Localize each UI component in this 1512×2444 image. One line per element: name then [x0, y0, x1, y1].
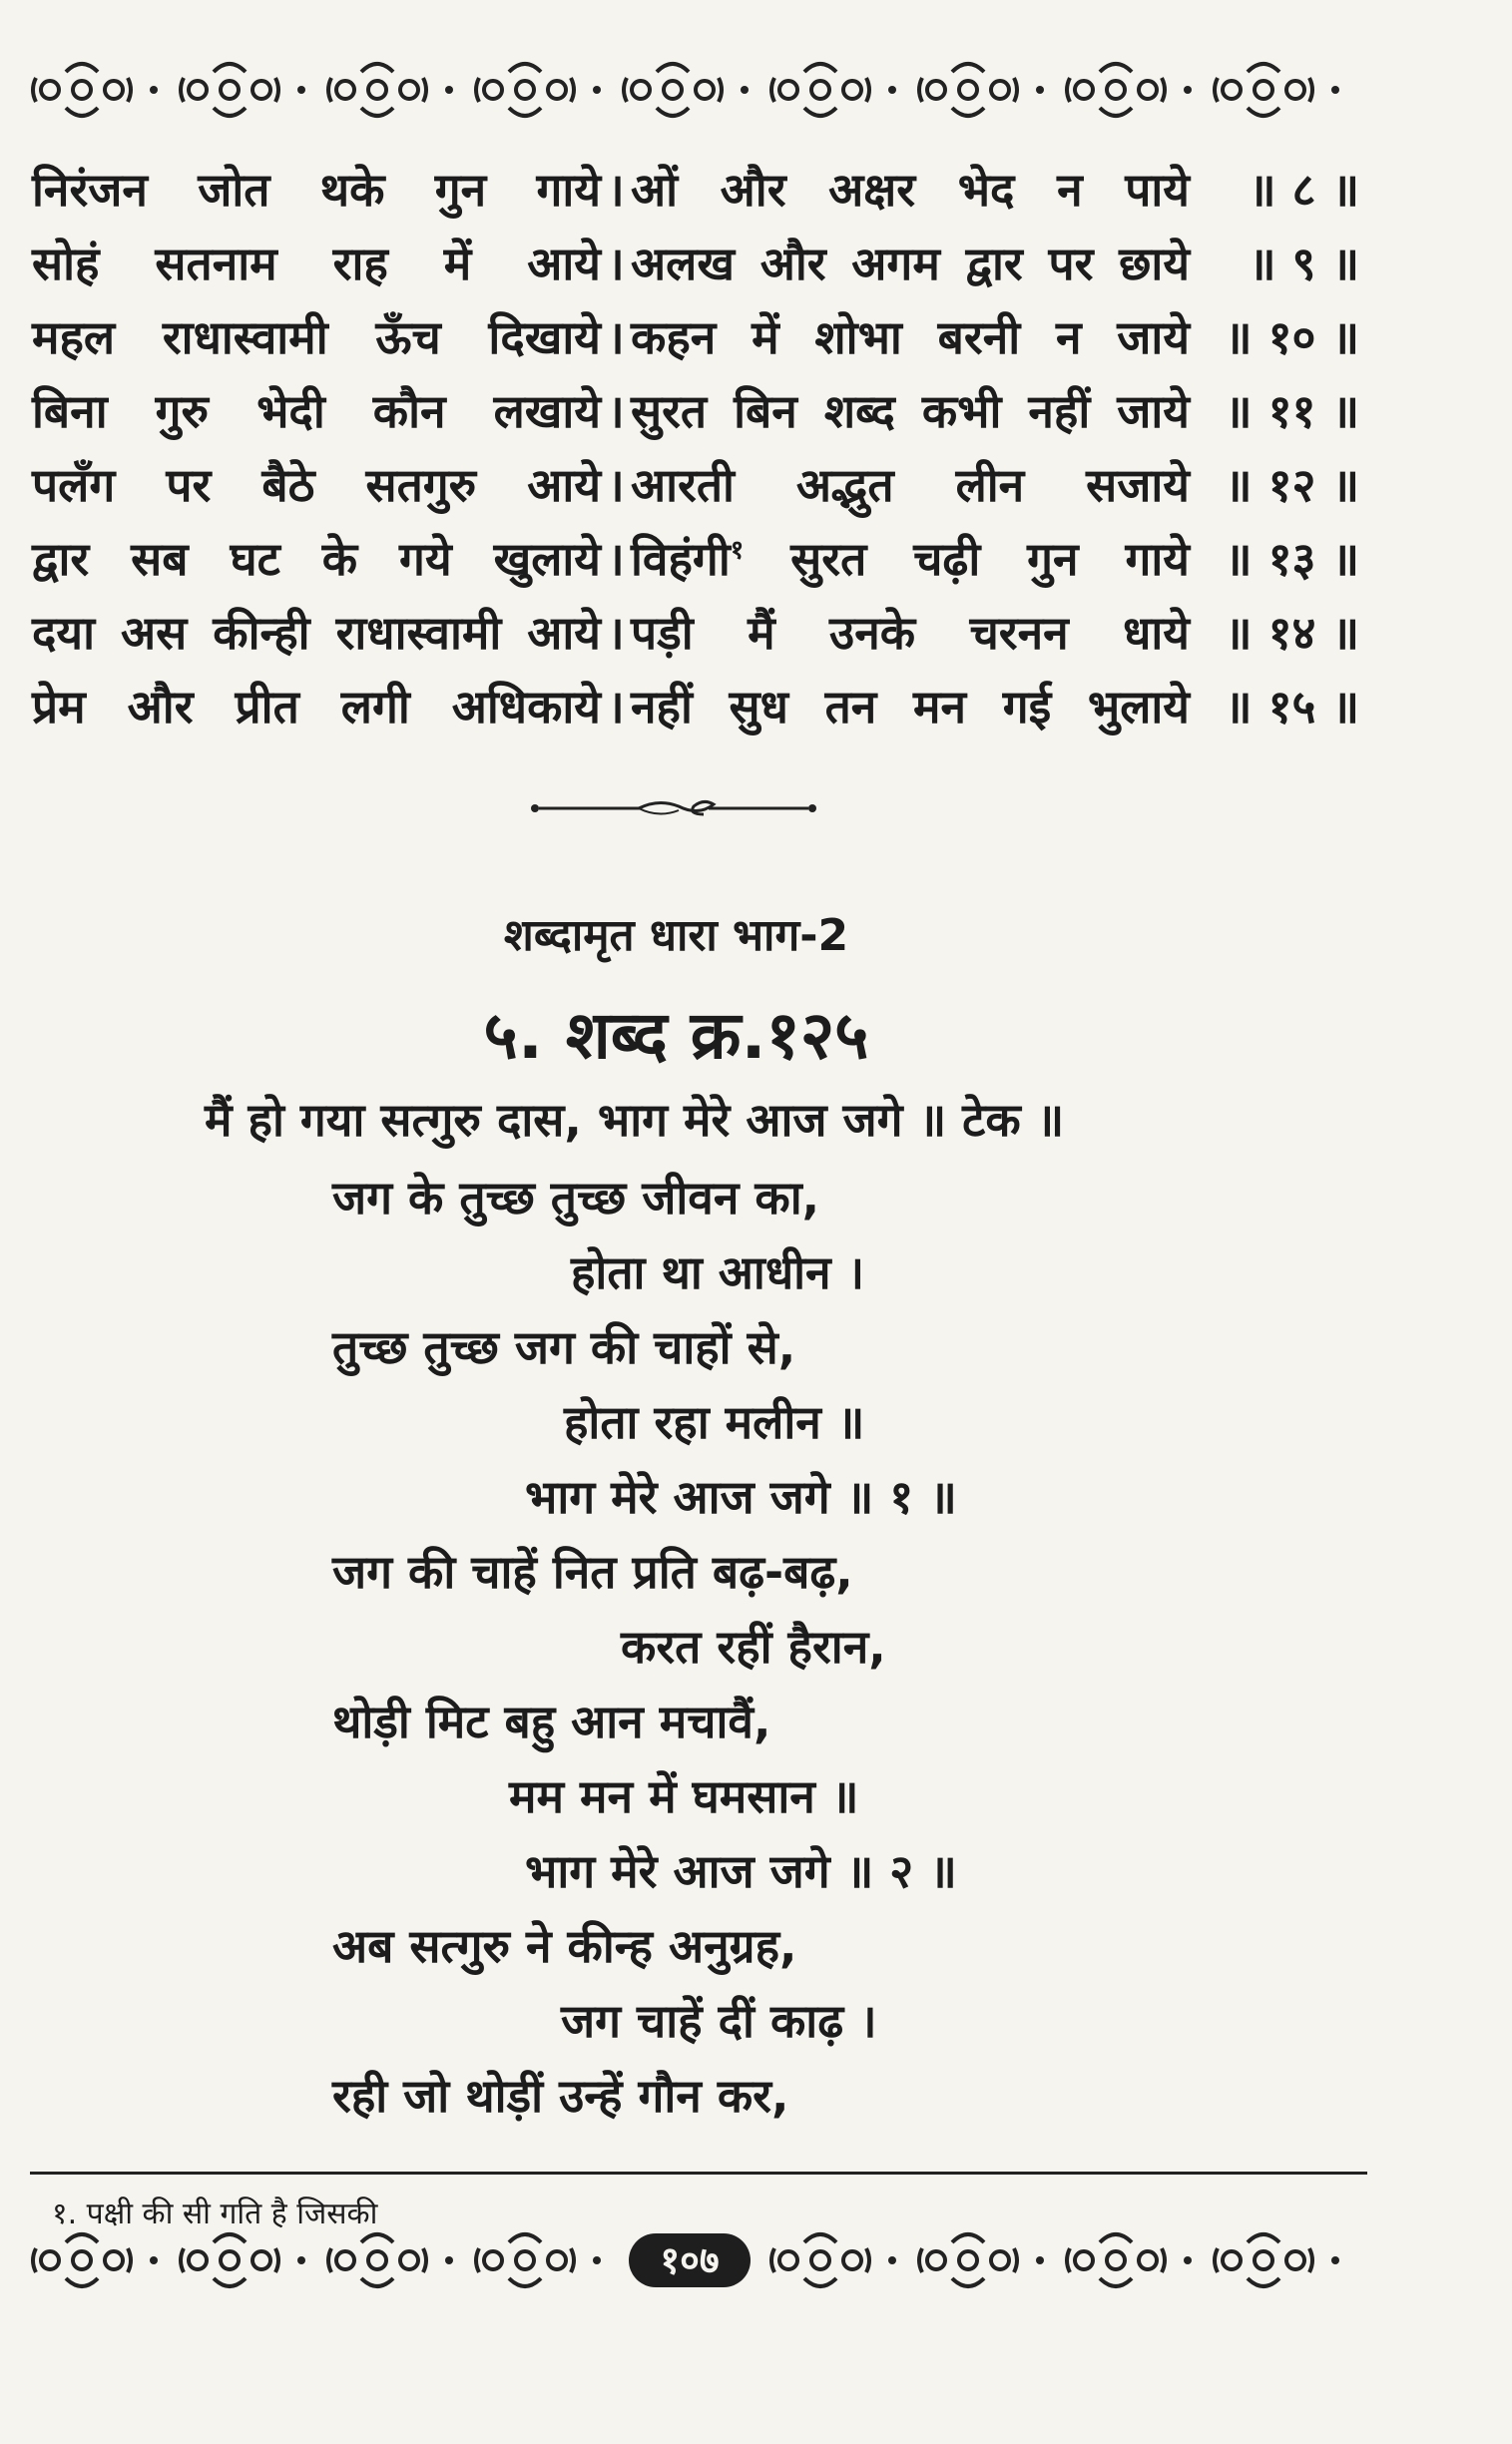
verse-line: अब सत्गुरु ने कीन्ह अनुग्रह,	[332, 1919, 797, 1973]
page-number: १०७	[629, 2233, 751, 2287]
verse-line: रही जो थोड़ीं उन्हें गौन कर,	[332, 2069, 789, 2123]
verse-right: कहन में शोभा बरनी न जाये	[631, 310, 1190, 364]
verse-line: थोड़ी मिट बहु आन मचावैं,	[332, 1695, 771, 1748]
verse-line: करत रहीं हैरान,	[621, 1620, 886, 1674]
tek-line: मैं हो गया सत्गुरु दास, भाग मेरे आज जगे ॥ टेक ॥	[205, 1093, 1065, 1147]
verse-left: बिना गुरु भेदी कौन लखाये	[32, 384, 601, 438]
verse-left: निरंजन जोत थके गुन गाये	[32, 163, 601, 217]
verse-number: ॥ ८ ॥	[1248, 163, 1359, 217]
verse-row	[32, 601, 1359, 675]
verse-table	[32, 158, 1359, 748]
danda: ।	[607, 384, 625, 438]
verse-right: अलख और अगम द्वार पर छाये	[631, 237, 1190, 290]
footnote-marker[interactable]: १	[730, 535, 745, 566]
verse-row	[32, 453, 1359, 527]
verse-line: मम मन में घमसान ॥	[509, 1769, 859, 1823]
footnote-rule	[30, 2172, 1367, 2175]
verse-refrain: भाग मेरे आज जगे ॥ १ ॥	[525, 1470, 957, 1524]
verse-right-rest: सुरत चढ़ी गुन गाये	[744, 532, 1190, 586]
verse-number: ॥ १२ ॥	[1225, 458, 1359, 512]
verse-row	[32, 379, 1359, 453]
verse-number: ॥ १० ॥	[1225, 310, 1359, 364]
verse-number: ॥ १३ ॥	[1225, 532, 1359, 586]
verse-left: दया अस कीन्ही राधास्वामी आये	[32, 606, 601, 660]
verse-number: ॥ ९ ॥	[1248, 237, 1359, 290]
verse-line: जग की चाहें नित प्रति बढ़-बढ़,	[332, 1545, 853, 1599]
danda: ।	[607, 680, 625, 733]
verse-line: होता रहा मलीन ॥	[564, 1395, 865, 1449]
verse-right: ओं और अक्षर भेद न पाये	[631, 163, 1190, 217]
verse-row	[32, 675, 1359, 748]
verse-number: ॥ १४ ॥	[1225, 606, 1359, 660]
verse-line: तुच्छ तुच्छ जग की चाहों से,	[332, 1320, 796, 1374]
verse-right	[631, 527, 1190, 589]
ornament-pattern-icon	[30, 50, 1367, 130]
verse-right: सुरत बिन शब्द कभी नहीं जाये	[631, 384, 1190, 438]
verse-left: महल राधास्वामी ऊँच दिखाये	[32, 310, 601, 364]
danda: ।	[607, 458, 625, 512]
danda: ।	[607, 163, 625, 217]
verse-left: सोहं सतनाम राह में आये	[32, 237, 601, 290]
verse-number: ॥ १५ ॥	[1225, 680, 1359, 733]
verse-line: जग चाहें दीं काढ़ ।	[561, 1994, 877, 2048]
verse-right: नहीं सुध तन मन गई भुलाये	[631, 680, 1190, 733]
shabd-title: ५. शब्द क्र.१२५	[483, 997, 869, 1074]
verse-row	[32, 232, 1359, 305]
verse-row	[32, 158, 1359, 232]
verse-right: आरती अद्भुत लीन सजाये	[631, 458, 1190, 512]
flourish-divider-icon	[529, 786, 818, 830]
verse-number: ॥ ११ ॥	[1225, 384, 1359, 438]
verse-refrain: भाग मेरे आज जगे ॥ २ ॥	[525, 1844, 957, 1898]
top-ornamental-border	[30, 50, 1367, 130]
verse-row	[32, 527, 1359, 601]
verse-row	[32, 305, 1359, 379]
verse-left: प्रेम और प्रीत लगी अधिकाये	[32, 680, 601, 733]
book-title: शब्दामृत धारा भाग-2	[503, 910, 849, 961]
verse-right-word: विहंगी	[631, 532, 731, 586]
verse-left: द्वार सब घट के गये खुलाये	[32, 532, 601, 586]
verse-left: पलँग पर बैठे सतगुरु आये	[32, 458, 601, 512]
verse-right: पड़ी मैं उनके चरनन धाये	[631, 606, 1190, 660]
verse-line: होता था आधीन ।	[571, 1245, 865, 1299]
danda: ।	[607, 532, 625, 586]
danda: ।	[607, 310, 625, 364]
danda: ।	[607, 237, 625, 290]
verse-line: जग के तुच्छ तुच्छ जीवन का,	[332, 1171, 820, 1224]
footnote: १. पक्षी की सी गति है जिसकी	[52, 2197, 378, 2231]
danda: ।	[607, 606, 625, 660]
